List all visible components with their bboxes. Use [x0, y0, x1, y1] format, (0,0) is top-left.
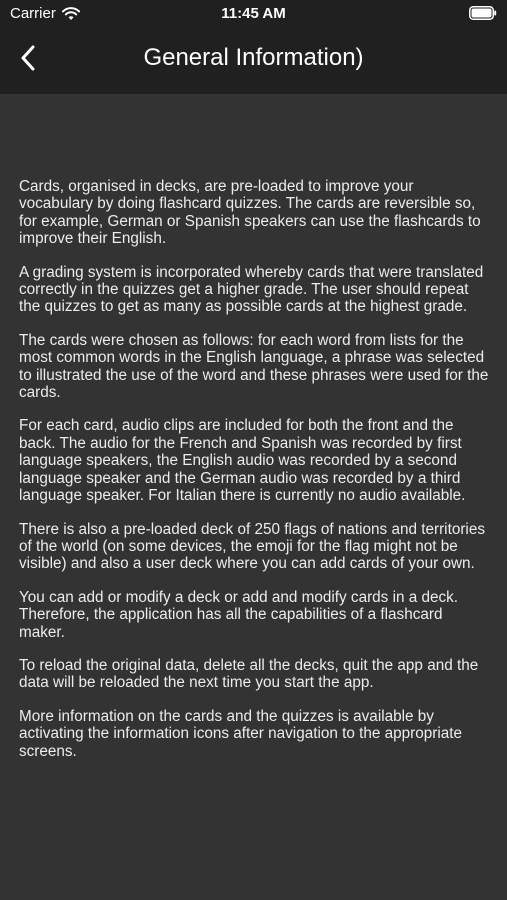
status-bar	[0, 0, 507, 28]
info-text	[19, 178, 491, 776]
info-paragraph: For each card, audio clips are included for both the front and the back. The audio for the French and Spanish was recorded by first language speakers, the English audio was recorded by a second language speaker and the German audio was recorded by a third language speaker. For Italian there is currently no audio available.	[19, 417, 466, 505]
carrier-label: Carrier	[10, 5, 56, 22]
navigation-bar	[0, 28, 507, 94]
info-paragraph: To reload the original data, delete all the decks, quit the app and the data will be reloaded the next time you start the app.	[19, 656, 479, 692]
info-paragraph: More information on the cards and the quizzes is available by activating the information icons after navigation to the appropriate screens.	[19, 707, 463, 760]
status-time: 11:45 AM	[221, 5, 286, 22]
info-paragraph: You can add or modify a deck or add and modify cards in a deck. Therefore, the application has all the capabilities of a flashcard maker.	[19, 588, 459, 641]
info-paragraph: There is also a pre-loaded deck of 250 flags of nations and territories of the world (on some devices, the emoji for the flag might not be visible) and also a user deck where you can add cards of your own.	[19, 520, 485, 573]
info-paragraph: A grading system is incorporated whereby cards that were translated correctly in the quizzes get a higher grade. The user should repeat the quizzes to get as many as possible cards at the highest grade.	[19, 263, 484, 316]
top-bar	[0, 0, 507, 94]
battery-icon	[469, 6, 497, 24]
info-paragraph: Cards, organised in decks, are pre-loaded to improve your vocabulary by doing flashcard quizzes. The cards are reversible so, for example, German or Spanish speakers can use the flashcards to improve their English.	[19, 178, 481, 248]
page-title: General Information)	[143, 44, 364, 71]
info-paragraph: The cards were chosen as follows: for each word from lists for the most common words in the English language, a phrase was selected to illustrated the use of the word and these phrases were used for the cards.	[19, 331, 489, 402]
back-button[interactable]	[10, 42, 46, 78]
chevron-left-icon	[20, 45, 36, 76]
